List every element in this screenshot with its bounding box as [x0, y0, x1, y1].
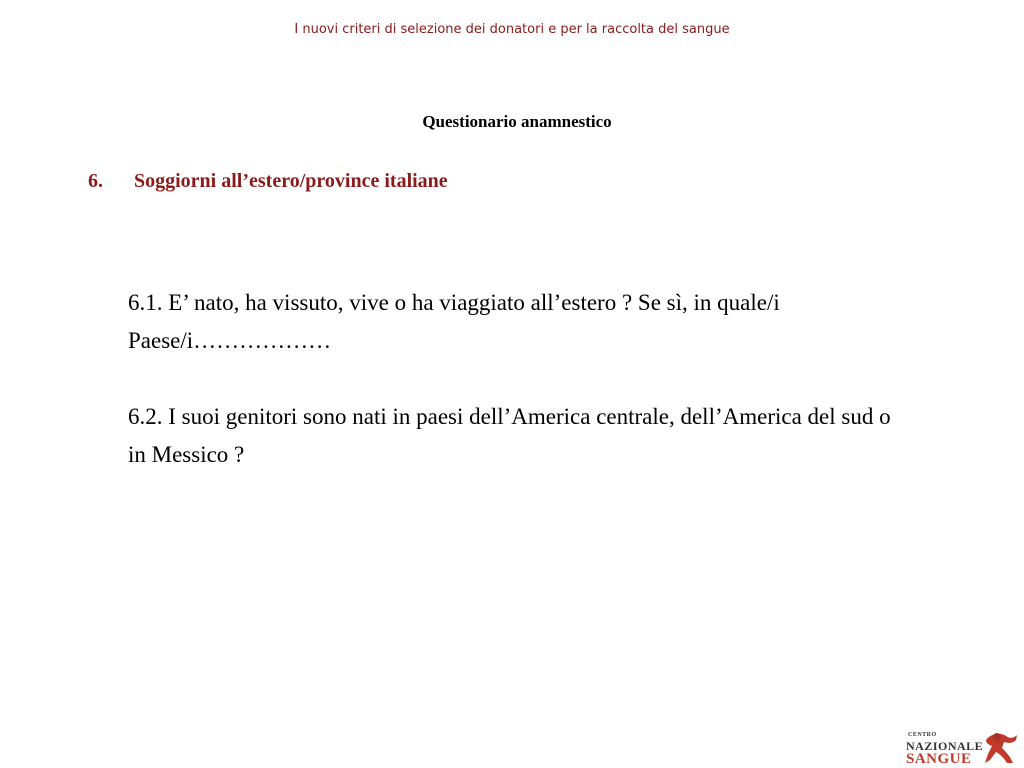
section-number: 6. [88, 170, 103, 192]
blood-donor-figure-icon [980, 730, 1018, 766]
question-6-1: 6.1. E’ nato, ha vissuto, vive o ha viaggiato all’estero ? Se sì, in quale/i Paese/i……………… [128, 290, 780, 353]
section-title: Soggiorni all’estero/province italiane [134, 170, 448, 192]
section-heading [88, 170, 448, 193]
header-text: I nuovi criteri di selezione dei donatori e per la raccolta del sangue [294, 22, 730, 37]
centro-nazionale-sangue-logo [906, 728, 1018, 768]
logo-line-sangue: SANGUE [906, 751, 972, 767]
page-title: Questionario anamnestico [422, 112, 612, 131]
logo-line-nazionale: NAZIONALE [906, 739, 984, 753]
logo-line-centro: CENTRO [908, 732, 937, 738]
question-6-2: 6.2. I suoi genitori sono nati in paesi dell’America centrale, dell’America del sud o in Messico ? [128, 404, 891, 467]
